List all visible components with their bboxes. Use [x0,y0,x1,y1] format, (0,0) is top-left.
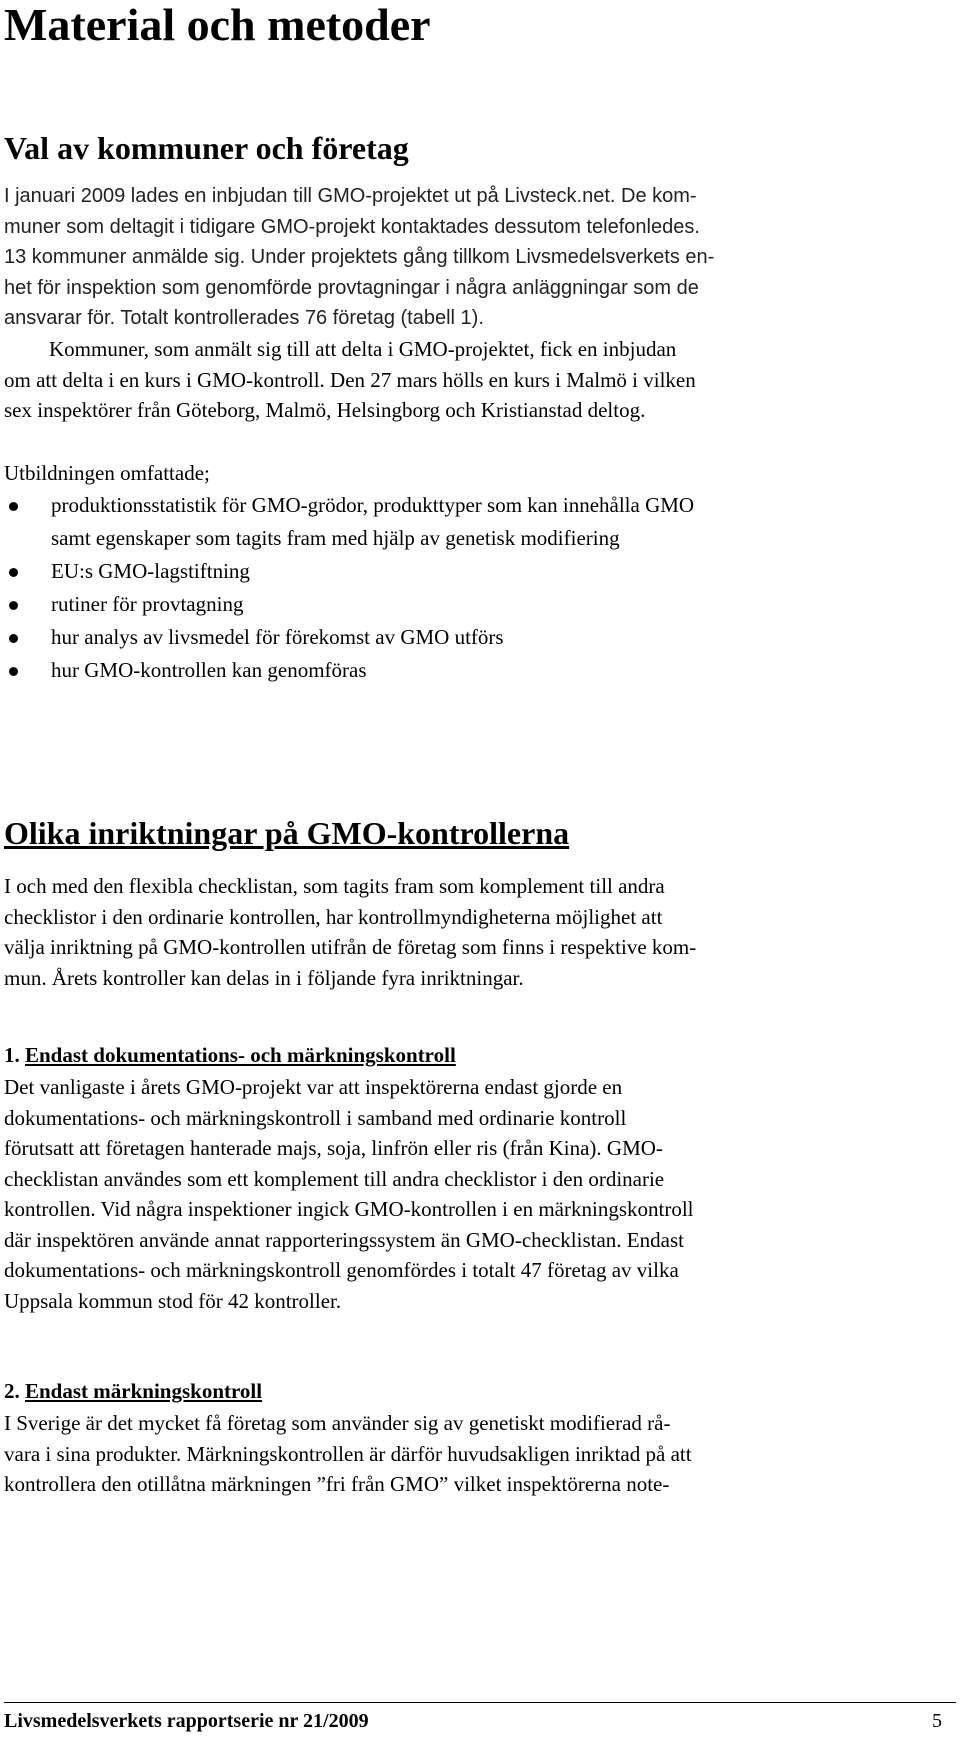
subheading-1 [4,1040,456,1070]
bullet-icon [9,634,18,643]
list-item-text: rutiner för provtagning [51,592,244,616]
footer-divider [4,1702,956,1703]
sub1-paragraph [4,1072,954,1316]
text-line: Uppsala kommun stod för 42 kontroller. [4,1288,342,1313]
section2-paragraph [4,871,954,993]
training-intro: Utbildningen omfattade; [4,461,210,485]
text-line: kontrollera den otillåtna märkningen ”fri från GMO” vilket inspektörerna note- [4,1472,670,1496]
bullet-icon [9,601,18,610]
page-title: Material och metoder [4,0,431,50]
text-line: I Sverige är det mycket få företag som använder sig av genetiskt modifierad rå- [4,1411,671,1435]
section1-paragraph-1 [4,181,954,334]
list-item-text: EU:s GMO-lagstiftning [51,559,250,583]
text-line: sex inspektörer från Göteborg, Malmö, Helsingborg och Kristianstad deltog. [4,398,646,422]
text-line: 13 kommuner anmälde sig. Under projektets gång tillkom Livsmedelsverkets en- [4,246,715,268]
text-line: I januari 2009 lades en inbjudan till GMO-projektet ut på Livsteck.net. De kom- [4,185,697,207]
text-line: muner som deltagit i tidigare GMO-projekt kontaktades dessutom telefonledes. [4,215,700,238]
text-line: Det vanligaste i årets GMO-projekt var att inspektörerna endast gjorde en [4,1075,623,1099]
text-line: välja inriktning på GMO-kontrollen utifrån de företag som finns i respektive kom- [4,935,697,959]
subheading-title: Endast märkningskontroll [25,1379,263,1403]
text-line: ansvarar för. Totalt kontrollerades 76 företag (tabell 1). [4,307,484,329]
text-line: kontrollen. Vid några inspektioner ingick GMO-kontrollen i en märkningskontroll [4,1197,694,1221]
subheading-number: 1. [4,1043,20,1067]
footer-page-number: 5 [932,1710,942,1732]
list-item-text: produktionsstatistik för GMO-grödor, produkttyper som kan innehålla GMO [51,493,695,517]
section-heading-olika-inriktningar: Olika inriktningar på GMO-kontrollerna [4,815,570,851]
section-heading-val-av-kommuner: Val av kommuner och företag [4,130,409,166]
list-item-text: hur GMO-kontrollen kan genomföras [51,658,367,682]
section1-paragraph-2 [4,334,954,426]
bullet-icon [9,568,18,577]
text-line: dokumentations- och märkningskontroll i samband med ordinarie kontroll [4,1105,627,1130]
subheading-number: 2. [4,1379,20,1403]
subheading-2 [4,1376,262,1406]
list-item [4,654,954,687]
text-line: förutsatt att företagen hanterade majs, soja, linfrön eller ris (från Kina). GMO- [4,1136,663,1160]
bullet-icon [9,502,18,511]
text-line: checklistan användes som ett komplement till andra checklistor i den ordinarie [4,1166,665,1191]
bullet-icon [9,667,18,676]
text-line: om att delta i en kurs i GMO-kontroll. Den 27 mars hölls en kurs i Malmö i vilken [4,367,696,392]
text-line: vara i sina produkter. Märkningskontrollen är därför huvudsakligen inriktad på att [4,1441,692,1466]
text-line: I och med den flexibla checklistan, som tagits fram som komplement till andra [4,874,665,898]
text-line: dokumentations- och märkningskontroll genomfördes i totalt 47 företag av vilka [4,1258,679,1282]
training-topics-list [4,489,954,687]
list-item [4,555,954,588]
list-item-text: samt egenskaper som tagits fram med hjälp av genetisk modifiering [51,526,620,550]
text-line: het för inspektion som genomförde provtagningar i några anläggningar som de [4,276,699,299]
list-item-text: hur analys av livsmedel för förekomst av GMO utförs [51,625,504,649]
text-line: Kommuner, som anmält sig till att delta i GMO-projektet, fick en inbjudan [49,337,677,361]
text-line: där inspektören använde annat rapporteringssystem än GMO-checklistan. Endast [4,1227,684,1252]
footer-series: Livsmedelsverkets rapportserie nr 21/2009 [4,1710,369,1732]
sub2-paragraph [4,1408,954,1500]
subheading-title: Endast dokumentations- och märkningskontroll [25,1043,456,1067]
text-line: checklistor i den ordinarie kontrollen, har kontrollmyndigheterna möjlighet att [4,904,663,929]
list-item [4,588,954,621]
list-item [4,621,954,654]
text-line: mun. Årets kontroller kan delas in i följande fyra inriktningar. [4,965,524,990]
list-item [4,489,954,555]
